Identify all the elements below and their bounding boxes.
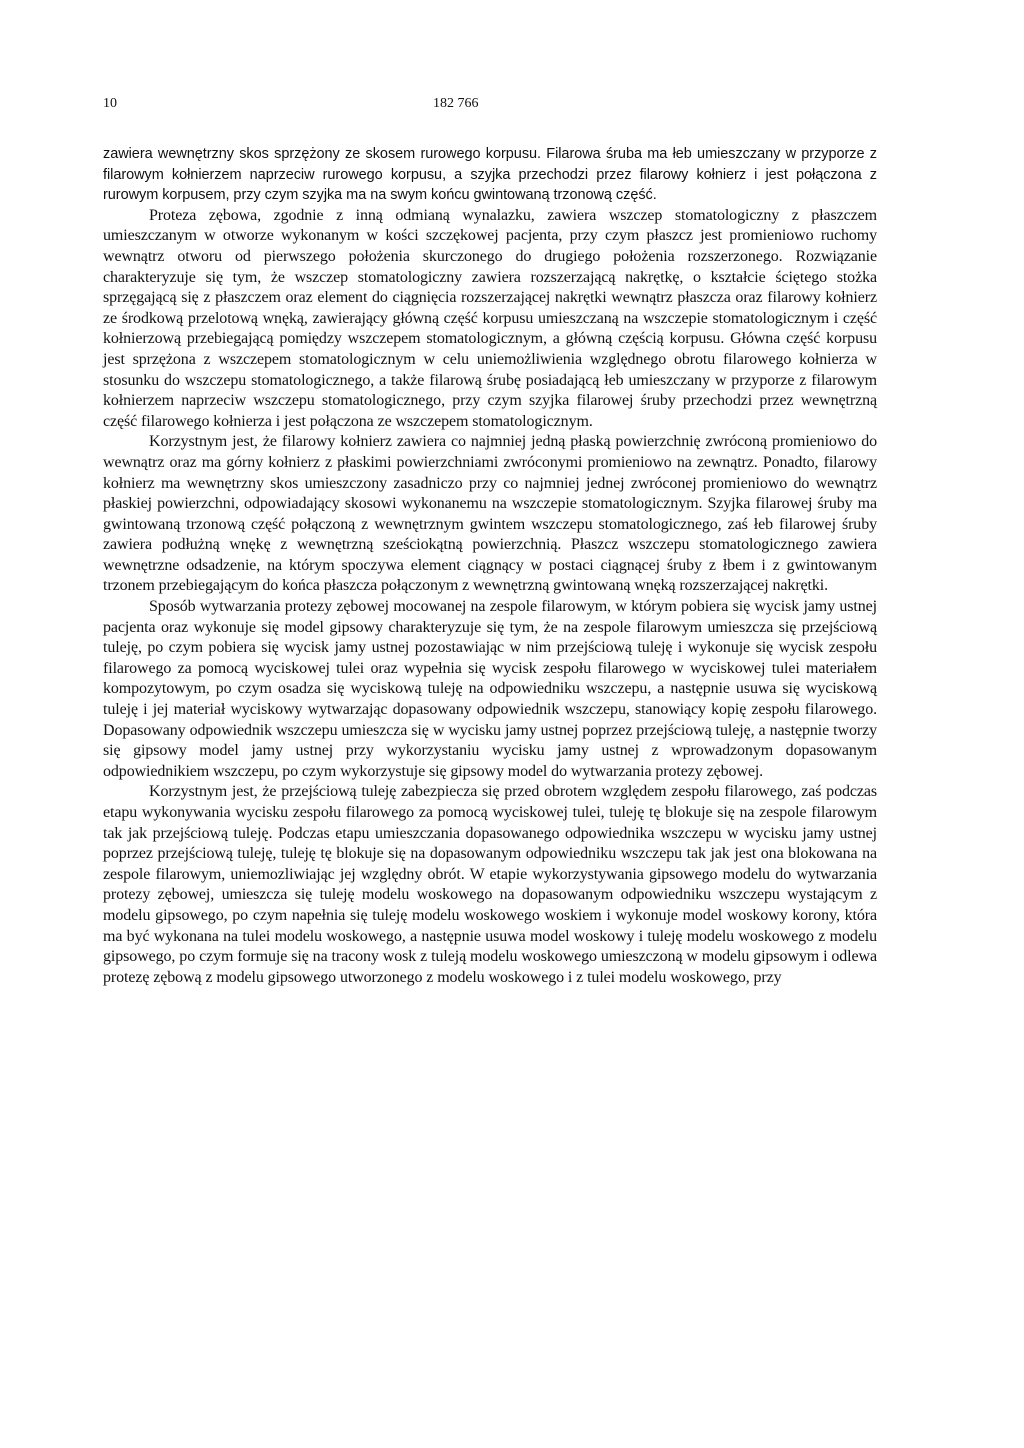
page-number: 10	[103, 96, 117, 111]
page-header	[103, 96, 877, 118]
paragraph-3: Korzystnym jest, że filarowy kołnierz zawiera co najmniej jedną płaską powierzchnię zwróconą promieniowo do wewnątrz oraz ma górny kołnierz z płaskimi powierzchniami zwróconymi promieniowo na zewnątrz. Ponadto, filarowy kołnierz ma wewnętrzny skos umieszczony zasadniczo przy co najmniej jednej zwróconej promieniowo do wewnątrz płaskiej powierzchni, odpowiadający skosowi wykonanemu na wszczepie stomatologicznym. Szyjka filarowej śruby ma gwintowaną trzonową część połączoną z wewnętrznym gwintem wszczepu stomatologicznego, zaś łeb filarowej śruby zawiera podłużną wnękę z wewnętrzną sześciokątną powierzchnią. Płaszcz wszczepu stomatologicznego zawiera wewnętrzne odsadzenie, na którym spoczywa element ciągnący w postaci ciągnącej śruby z łbem i z gwintowanym trzonem przebiegającym do końca płaszcza połączonym z wewnętrzną gwintowaną wnęką rozszerzającej nakrętki.	[103, 433, 877, 595]
paragraph-2: Proteza zębowa, zgodnie z inną odmianą wynalazku, zawiera wszczep stomatologiczny z płaszczem umieszczanym w otworze wykonanym w kości szczękowej pacjenta, przy czym płaszcz jest promieniowo ruchomy wewnątrz otworu od pierwszego położenia skurczonego do drugiego położenia rozszerzonego. Rozwiązanie charakteryzuje się tym, że wszczep stomatologiczny zawiera rozszerzającą nakrętkę, o kształcie ściętego stożka sprzęgającą się z płaszczem oraz element do ciągnięcia rozszerzającej nakrętki wewnątrz płaszcza oraz filarowy kołnierz ze środkową przelotową wnęką, zawierający główną część korpusu umieszczaną na wszczepie stomatologicznym i część kołnierzową przebiegającą pomiędzy wszczepem stomatologicznym, a główną częścią korpusu. Główna część korpusu jest sprzężona z wszczepem stomatologicznym w celu uniemożliwienia względnego obrotu filarowego kołnierza w stosunku do wszczepu stomatologicznego, a także filarową śrubę posiadającą łeb umieszczany w przyporze z filarowym kołnierzem naprzeciw wszczepu stomatologicznego, przy czym szyjka filarowej śruby przechodzi przez wewnętrzną część filarowego kołnierza i jest połączona ze wszczepem stomatologicznym.	[103, 206, 877, 430]
patent-number: 182 766	[433, 96, 479, 111]
document-page	[103, 96, 877, 988]
body-text	[103, 144, 877, 988]
paragraph-4: Sposób wytwarzania protezy zębowej mocowanej na zespole filarowym, w którym pobiera się wycisk jamy ustnej pacjenta oraz wykonuje się model gipsowy charakteryzuje się tym, że na zespole filarowym umieszcza się przejściową tuleję, po czym pobiera się wycisk jamy ustnej pozostawiając w nim przejściową tuleję i wykonuje się wycisk zespołu filarowego za pomocą wyciskowej tulei oraz wypełnia się wycisk zespołu filarowego w wyciskowej tulei materiałem kompozytowym, po czym osadza się wyciskową tuleję na odpowiedniku wszczepu, a następnie usuwa się wyciskową tuleję i jej materiał wyciskowy wytwarzając dopasowany odpowiednik wszczepu, stanowiący kopię zespołu filarowego. Dopasowany odpowiednik wszczepu umieszcza się w wycisku jamy ustnej poprzez przejściową tuleję, a następnie tworzy się gipsowy model jamy ustnej przy wykorzystaniu wycisku jamy ustnej z wprowadzonym dopasowanym odpowiednikiem wszczepu, po czym wykorzystuje się gipsowy model do wytwarzania protezy zębowej.	[103, 598, 877, 780]
paragraph-1: zawiera wewnętrzny skos sprzężony ze skosem rurowego korpusu. Filarowa śruba ma łeb umieszczany w przyporze z filarowym kołnierzem naprzeciw rurowego korpusu, a szyjka przechodzi przez filarowy kołnierz i jest połączona z rurowym korpusem, przy czym szyjka ma na swym końcu gwintowaną trzonową część.	[103, 146, 877, 204]
paragraph-5: Korzystnym jest, że przejściową tuleję zabezpiecza się przed obrotem względem zespołu filarowego, zaś podczas etapu wykonywania wycisku zespołu filarowego za pomocą wyciskowej tulei, tuleję tę blokuje się na zespole filarowym tak jak przejściową tuleję. Podczas etapu umieszczania dopasowanego odpowiednika wszczepu w wycisku jamy ustnej poprzez przejściową tuleję, tuleję tę blokuje się na dopasowanym odpowiedniku wszczepu tak jak jest ona blokowana na zespole filarowym, uniemozliwiając jej względny obrót. W etapie wykorzystywania gipsowego modelu do wytwarzania protezy zębowej, umieszcza się tuleję modelu woskowego na dopasowanym odpowiedniku wszczepu wystającym z modelu gipsowego, po czym napełnia się tuleję modelu woskowego woskiem i wykonuje model woskowy korony, która ma być wykonana na tulei modelu woskowego, a następnie usuwa model woskowy i tuleję modelu woskowego z modelu gipsowego, po czym formuje się na tracony wosk z tuleją modelu woskowego umieszczoną w modelu gipsowym i odlewa protezę zębową z modelu gipsowego utworzonego z modelu woskowego i z tulei modelu woskowego, przy	[103, 783, 877, 986]
